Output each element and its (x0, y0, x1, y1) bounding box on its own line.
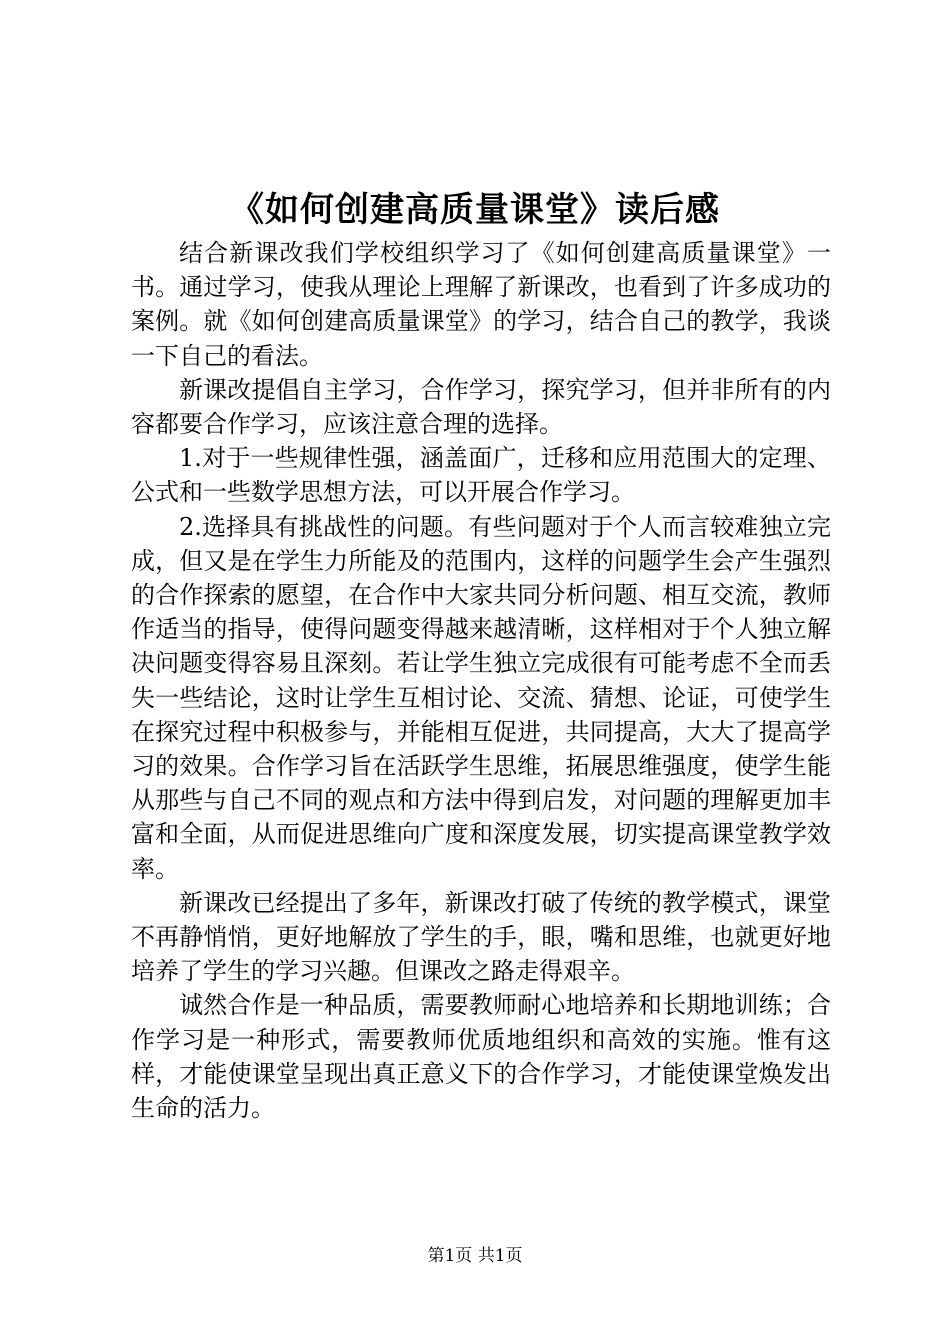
page-number: 第1页 (427, 1246, 473, 1266)
paragraph: 2.选择具有挑战性的问题。有些问题对于个人而言较难独立完成，但又是在学生力所能及的范围内，这样的问题学生会产生强烈的合作探索的愿望，在合作中大家共同分析问题、相互交流，教师作适当的指导，使得问题变得越来越清晰，这样相对于个人独立解决问题变得容易且深刻。若让学生独立完成很有可能考虑不全而丢失一些结论，这时让学生互相讨论、交流、猜想、论证，可使学生在探究过程中积极参与，并能相互促进，共同提高，大大了提高学习的效果。合作学习旨在活跃学生思维，拓展思维强度，使学生能从那些与自己不同的观点和方法中得到启发，对问题的理解更加丰富和全面，从而促进思维向广度和深度发展，切实提高课堂教学效率。 (131, 512, 831, 883)
document-title: 《如何创建高质量课堂》读后感 (230, 190, 720, 230)
paragraph: 结合新课改我们学校组织学习了《如何创建高质量课堂》一书。通过学习，使我从理论上理解了新课改，也看到了许多成功的案例。就《如何创建高质量课堂》的学习，结合自己的教学，我谈一下自己的看法。 (131, 239, 831, 370)
paragraph: 新课改已经提出了多年，新课改打破了传统的教学模式，课堂不再静悄悄，更好地解放了学生的手，眼，嘴和思维，也就更好地培养了学生的学习兴趣。但课改之路走得艰辛。 (131, 888, 831, 986)
paragraph: 诚然合作是一种品质，需要教师耐心地培养和长期地训练；合作学习是一种形式，需要教师优质地组织和高效的实施。惟有这样，才能使课堂呈现出真正意义下的合作学习，才能使课堂焕发出生命的活力。 (131, 991, 831, 1123)
paragraph: 新课改提倡自主学习，合作学习，探究学习，但并非所有的内容都要合作学习，应该注意合理的选择。 (131, 375, 831, 439)
document-body (131, 236, 831, 1125)
page-total: 共1页 (477, 1246, 523, 1266)
paragraph: 1.对于一些规律性强，涵盖面广，迁移和应用范围大的定理、公式和一些数学思想方法，可以开展合作学习。 (131, 444, 831, 507)
page-footer (0, 1244, 950, 1268)
